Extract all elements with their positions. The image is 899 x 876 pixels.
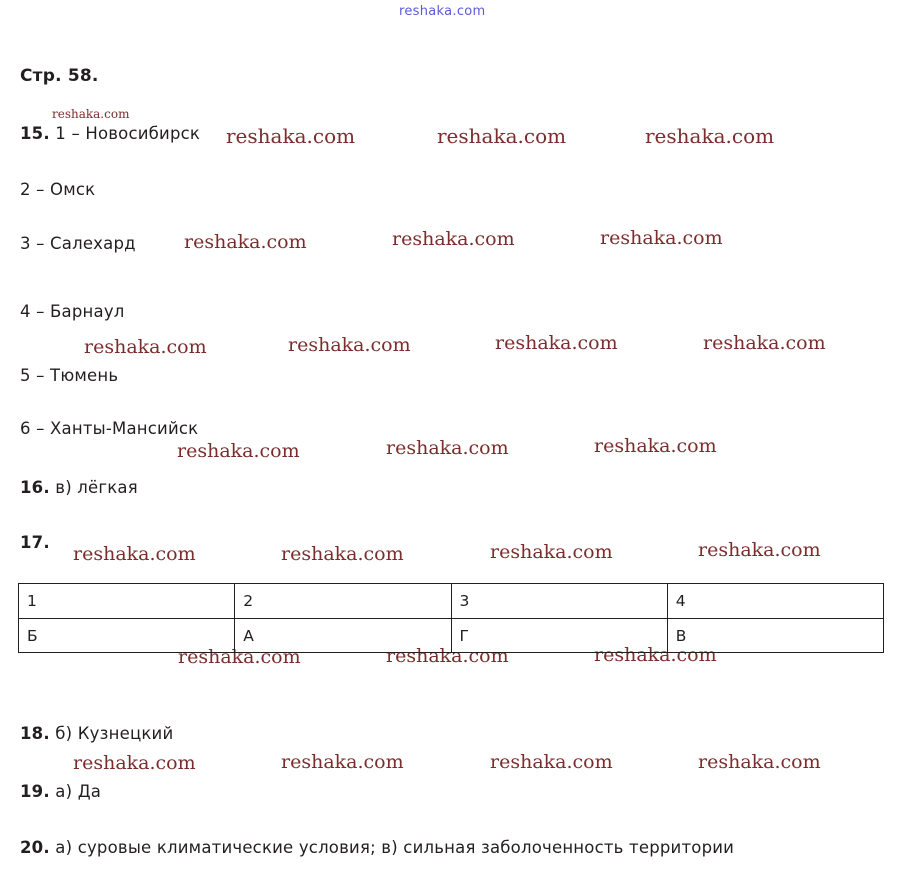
table-header-cell: 4 [667, 584, 883, 619]
watermark: reshaka.com [392, 228, 515, 250]
answer-item [20, 180, 95, 199]
watermark: reshaka.com [698, 539, 821, 561]
table-row [19, 584, 884, 619]
answer-text: 1 – Новосибирск [55, 124, 201, 143]
table-header-cell: 3 [451, 584, 667, 619]
watermark: reshaka.com [73, 752, 196, 774]
answer-text: 4 – Барнаул [20, 302, 125, 321]
answer-item [20, 724, 173, 743]
table-header-cell: 1 [19, 584, 235, 619]
answer-number: 15. [20, 124, 50, 143]
matching-table [18, 583, 884, 653]
watermark: reshaka.com [288, 334, 411, 356]
watermark: reshaka.com [386, 437, 509, 459]
watermark: reshaka.com [281, 543, 404, 565]
watermark: reshaka.com [73, 543, 196, 565]
table-cell: А [235, 619, 451, 653]
answer-item [20, 838, 734, 857]
answer-number: 16. [20, 478, 50, 497]
watermark: reshaka.com [594, 435, 717, 457]
answer-text: 2 – Омск [20, 180, 96, 199]
watermark: reshaka.com [281, 751, 404, 773]
answer-item [20, 533, 50, 552]
answer-item [20, 234, 136, 253]
answer-text: а) Да [55, 782, 102, 801]
page-title: Стр. 58. [20, 66, 99, 86]
watermark: reshaka.com [495, 332, 618, 354]
answer-text: в) лёгкая [55, 478, 138, 497]
watermark: reshaka.com [178, 646, 301, 668]
answer-item [20, 366, 118, 385]
table-cell: Г [451, 619, 667, 653]
watermark: reshaka.com [645, 124, 775, 148]
answer-number: 19. [20, 782, 50, 801]
answer-text: б) Кузнецкий [55, 724, 174, 743]
answer-number: 17. [20, 533, 50, 552]
table-header-cell: 2 [235, 584, 451, 619]
watermark: reshaka.com [698, 751, 821, 773]
watermark: reshaka.com [703, 332, 826, 354]
answer-number: 20. [20, 838, 50, 857]
watermark: reshaka.com [184, 231, 307, 253]
table-row [19, 619, 884, 653]
watermark: reshaka.com [52, 107, 130, 121]
answer-item [20, 124, 200, 143]
watermark: reshaka.com [84, 336, 207, 358]
answer-item [20, 782, 101, 801]
answer-number: 18. [20, 724, 50, 743]
watermark: reshaka.com [386, 645, 509, 667]
table-cell: Б [19, 619, 235, 653]
watermark: reshaka.com [490, 541, 613, 563]
answer-text: 6 – Ханты-Мансийск [20, 419, 199, 438]
answer-text: а) суровые климатические условия; в) сильная заболоченность территории [55, 838, 735, 857]
answer-item [20, 302, 125, 321]
watermark: reshaka.com [490, 751, 613, 773]
watermark: reshaka.com [177, 440, 300, 462]
watermark: reshaka.com [226, 124, 356, 148]
answer-text: 5 – Тюмень [20, 366, 119, 385]
answer-item [20, 478, 138, 497]
watermark: reshaka.com [399, 4, 486, 19]
watermark: reshaka.com [600, 227, 723, 249]
answer-item [20, 419, 198, 438]
answer-text: 3 – Салехард [20, 234, 136, 253]
table-cell: В [667, 619, 883, 653]
watermark: reshaka.com [437, 124, 567, 148]
watermark: reshaka.com [594, 644, 717, 666]
